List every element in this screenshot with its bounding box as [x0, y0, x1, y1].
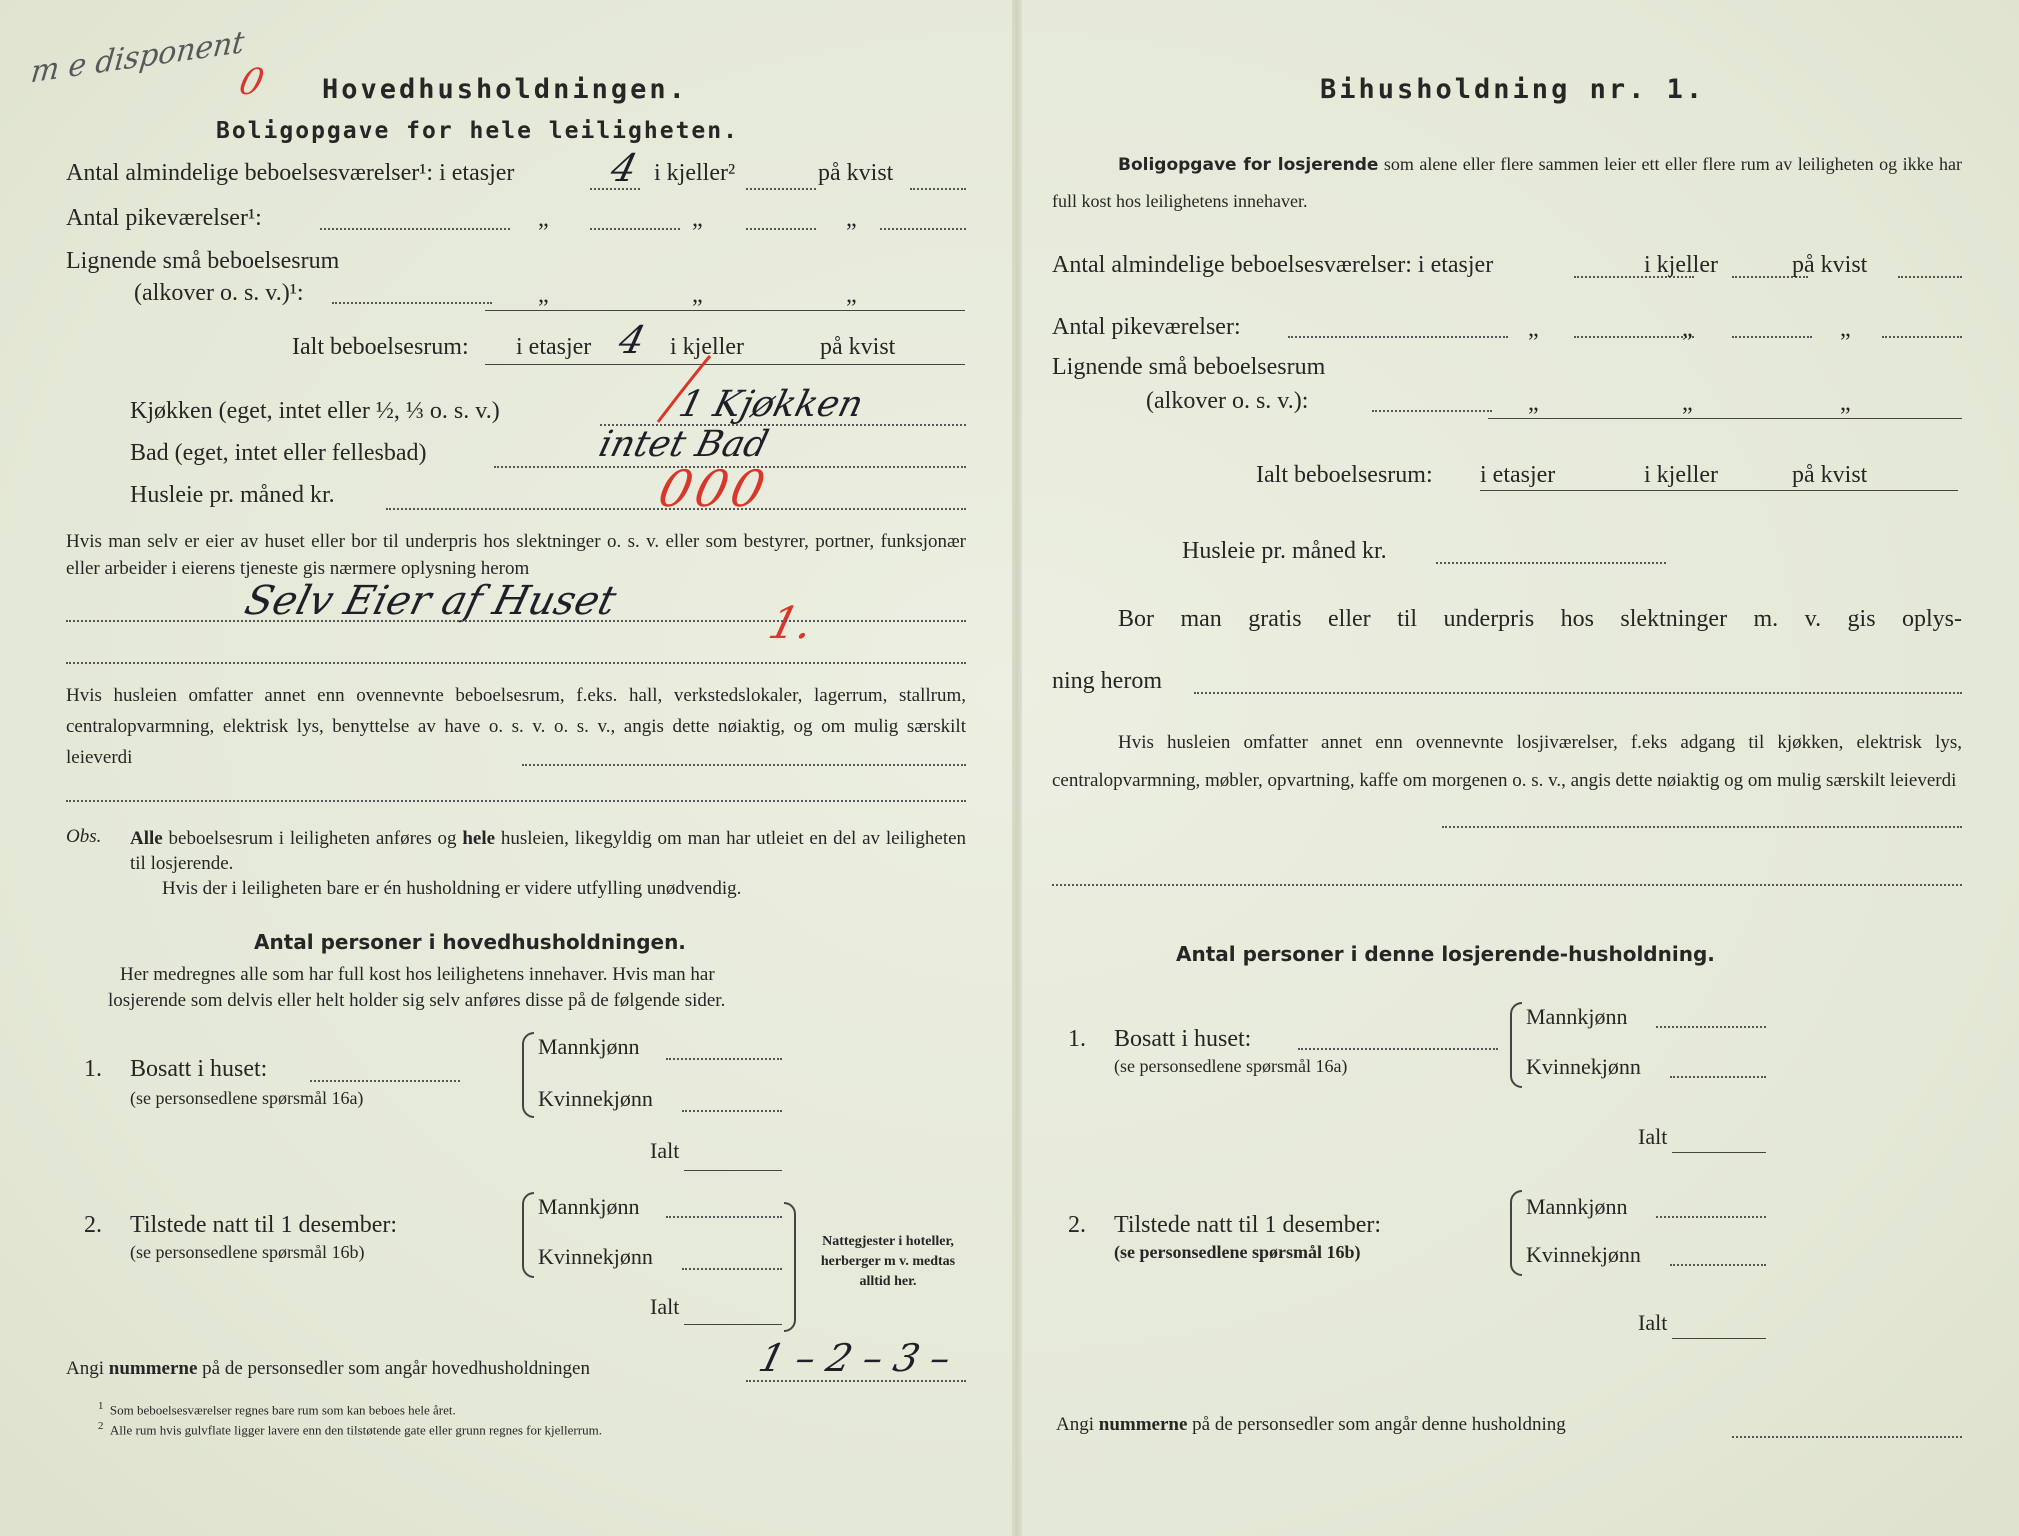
obs-text-3: Hvis der i leiligheten bare er én husholdning er videre utfylling unødvendig.: [162, 878, 742, 899]
pike-etasjer-line[interactable]: [590, 228, 680, 230]
right-item1-mann-line[interactable]: [1656, 1026, 1766, 1028]
obs-hele: hele: [462, 828, 496, 849]
left-item1-mann-line[interactable]: [666, 1058, 782, 1060]
left-item1-leader: [310, 1080, 460, 1082]
right-angi-prefix: Angi: [1056, 1414, 1094, 1435]
left-item1-sub: (se personsedlene spørsmål 16a): [130, 1088, 364, 1108]
right-intro-text: som alene eller flere sammen leier ett eller flere rum av leiligheten og ikke har full kost hos leilighetens innehaver.: [1052, 154, 1962, 211]
right-husleien-paragraph: [1052, 724, 1962, 800]
ialt-i-kjeller-label: i kjeller: [670, 334, 744, 360]
left-page: [29, 0, 975, 1536]
pike-label: Antal pikeværelser¹:: [66, 205, 262, 231]
right-husleie-line[interactable]: [1436, 562, 1666, 564]
right-item1-ialt: Ialt: [1638, 1124, 1668, 1149]
left-item1-mann: Mannkjønn: [538, 1034, 640, 1059]
left-item1-num: 1.: [84, 1056, 102, 1082]
right-lignende-leader: [1372, 410, 1492, 412]
etasjer-value: 4: [606, 146, 642, 190]
ditto-5: „: [692, 282, 703, 308]
right-item1-label: Bosatt i huset:: [1114, 1026, 1252, 1052]
persons-title: Antal personer i hovedhusholdningen.: [254, 930, 686, 954]
left-item1-label: Bosatt i huset:: [130, 1056, 268, 1082]
right-item2-brace: [1510, 1190, 1522, 1276]
right-gratis-line[interactable]: [1194, 692, 1962, 694]
natt-note: Nattegjester i hoteller, herberger m v. medtas alltid her.: [820, 1234, 956, 1289]
ditto-6: „: [846, 282, 857, 308]
left-item1-ialt: Ialt: [650, 1138, 680, 1163]
right-ditto-3: „: [1840, 316, 1851, 342]
lignende-label-2: (alkover o. s. v.)¹:: [134, 280, 304, 306]
left-item2-label: Tilstede natt til 1 desember:: [130, 1212, 398, 1238]
footnote-2: [98, 1420, 602, 1438]
eier-red-mark: 1.: [763, 598, 819, 649]
right-ialt-i-kjeller: i kjeller: [1644, 462, 1718, 488]
right-angi-line: [1056, 1414, 1566, 1436]
right-kvist-line[interactable]: [1898, 276, 1962, 278]
right-item1-sub: (se personsedlene spørsmål 16a): [1114, 1056, 1348, 1076]
persons-desc-1: Her medregnes alle som har full kost hos leilighetens innehaver. Hvis man har: [120, 964, 715, 985]
footnote-1: [98, 1400, 456, 1418]
right-intro-bold: Boligopgave for losjerende: [1118, 155, 1379, 175]
right-page: [1052, 0, 1962, 1536]
left-item2-brace-right: [784, 1202, 796, 1332]
leieverdi-line-2[interactable]: [66, 800, 966, 802]
i-kjeller-label: i kjeller²: [654, 160, 736, 186]
paa-kvist-label: på kvist: [818, 160, 894, 186]
right-pike-kjeller-line[interactable]: [1732, 336, 1812, 338]
right-item1-leader: [1298, 1048, 1498, 1050]
left-item1-ialt-line[interactable]: [684, 1170, 782, 1171]
left-item1-kvinne: Kvinnekjønn: [538, 1086, 653, 1111]
ditto-4: „: [538, 282, 549, 308]
right-ialt-label: Ialt beboelsesrum:: [1256, 462, 1433, 488]
ialt-beboelsesrum-label: Ialt beboelsesrum:: [292, 334, 469, 360]
footnote-1-mark: 1: [98, 1400, 104, 1412]
footnote-2-text: Alle rum hvis gulvflate ligger lavere enn den tilstøtende gate eller grunn regnes for kjellerrum.: [109, 1422, 602, 1438]
left-angi-value: 1 – 2 – 3 –: [754, 1336, 956, 1380]
right-persons-title: Antal personer i denne losjerende-husholdning.: [1176, 942, 1715, 966]
right-intro: [1052, 146, 1962, 219]
left-item1-kvinne-line[interactable]: [682, 1110, 782, 1112]
left-item2-ialt: Ialt: [650, 1294, 680, 1319]
left-item2-brace: [522, 1192, 534, 1278]
kjokken-value: 1 Kjøkken: [674, 384, 868, 425]
right-ditto-1: „: [1528, 316, 1539, 342]
right-angi-bold: nummerne: [1098, 1414, 1188, 1435]
right-ialt-i-etasjer: i etasjer: [1480, 462, 1556, 488]
obs-paragraph: [130, 826, 966, 876]
right-pike-kvist-line[interactable]: [1882, 336, 1962, 338]
right-item2-num: 2.: [1068, 1212, 1086, 1238]
bad-value: intet Bad: [594, 424, 773, 465]
right-item2-label: Tilstede natt til 1 desember:: [1114, 1212, 1382, 1238]
right-item2-mann-line[interactable]: [1656, 1216, 1766, 1218]
right-item2-kvinne: Kvinnekjønn: [1526, 1242, 1641, 1267]
page-fold: [1012, 0, 1022, 1536]
right-ialt-rule: [1480, 490, 1958, 491]
right-pike-etasjer-line[interactable]: [1574, 336, 1694, 338]
lignende-label-1: Lignende små beboelsesrum: [66, 248, 340, 274]
left-item2-kvinne: Kvinnekjønn: [538, 1244, 653, 1269]
right-ditto-5: „: [1682, 390, 1693, 416]
bad-label: Bad (eget, intet eller fellesbad): [130, 440, 427, 466]
left-item2-kvinne-line[interactable]: [682, 1268, 782, 1270]
left-item2-ialt-line[interactable]: [684, 1324, 782, 1325]
obs-text-2: husleien, likegyldig om man har utleiet en del av leiligheten til losjerende.: [130, 828, 967, 874]
footnote-2-mark: 2: [98, 1420, 104, 1432]
eier-line-2[interactable]: [66, 662, 966, 664]
ialt-i-etasjer-label: i etasjer: [516, 334, 592, 360]
right-item2-ialt: Ialt: [1638, 1310, 1668, 1335]
left-item2-mann-line[interactable]: [666, 1216, 782, 1218]
right-item1-kvinne-line[interactable]: [1670, 1076, 1766, 1078]
right-lignende-rule: [1488, 418, 1962, 419]
right-item1-num: 1.: [1068, 1026, 1086, 1052]
persons-desc-2: losjerende som delvis eller helt holder sig selv anføres disse på de følgende sider.: [108, 990, 726, 1011]
obs-label: Obs.: [66, 826, 102, 847]
eier-value: Selv Eier af Huset: [240, 578, 621, 624]
right-leieverdi-line-1[interactable]: [1442, 826, 1962, 828]
almindelige-label: Antal almindelige beboelsesværelser¹: i etasjer: [66, 160, 515, 186]
right-husleie-label: Husleie pr. måned kr.: [1182, 538, 1387, 564]
right-item1-kvinne: Kvinnekjønn: [1526, 1054, 1641, 1079]
ditto-1: „: [538, 206, 549, 232]
right-item2-kvinne-line[interactable]: [1670, 1264, 1766, 1266]
left-item2-mann: Mannkjønn: [538, 1194, 640, 1219]
right-item1-mann: Mannkjønn: [1526, 1004, 1628, 1029]
pike-kjeller-line[interactable]: [746, 228, 816, 230]
left-item2-sub: (se personsedlene spørsmål 16b): [130, 1242, 365, 1262]
husleien-paragraph: Hvis husleien omfatter annet enn ovennevnte beboelsesrum, f.eks. hall, verkstedslokaler, lagerrum, stallrum, centralopvarmning, elektrisk lys, benyttelse av have o. s. v. o. s. v., angis dette nøiaktig, og om mulig særskilt leieverdi: [66, 685, 966, 768]
right-gratis-1: Bor man gratis eller til underpris hos slektninger m. v. gis oplys-: [1118, 606, 1962, 632]
lignende-rule: [485, 310, 965, 311]
ialt-paa-kvist-label: på kvist: [820, 334, 896, 360]
right-lignende-2: (alkover o. s. v.):: [1146, 388, 1309, 414]
right-leieverdi-line-2[interactable]: [1052, 884, 1962, 886]
right-title: Bihusholdning nr. 1.: [1320, 74, 1706, 105]
right-paa-kvist-label: på kvist: [1792, 252, 1868, 278]
left-item1-brace: [522, 1032, 534, 1118]
ditto-2: „: [692, 206, 703, 232]
right-almindelige-label: Antal almindelige beboelsesværelser: i etasjer: [1052, 252, 1494, 278]
right-item1-brace: [1510, 1002, 1522, 1088]
eier-paragraph: Hvis man selv er eier av huset eller bor til underpris hos slektninger o. s. v. eller som bestyrer, portner, funksjonær eller arbeider i eierens tjeneste gis nærmere oplysning herom: [66, 531, 966, 579]
eier-line-1[interactable]: [66, 620, 966, 622]
obs-text-1: beboelsesrum i leiligheten anføres og: [168, 828, 457, 849]
right-lignende-1: Lignende små beboelsesrum: [1052, 354, 1326, 380]
right-ditto-4: „: [1528, 390, 1539, 416]
right-item2-mann: Mannkjønn: [1526, 1194, 1628, 1219]
kjeller-field-line[interactable]: [746, 188, 816, 190]
red-mark-top: 0: [234, 62, 269, 103]
right-ialt-paa-kvist: på kvist: [1792, 462, 1868, 488]
left-angi-bold: nummerne: [108, 1358, 198, 1379]
husleie-value: 000: [652, 460, 775, 518]
right-ditto-6: „: [1840, 390, 1851, 416]
page-title: Hovedhusholdningen.: [322, 74, 688, 105]
left-angi-field-line[interactable]: [746, 1380, 966, 1382]
right-gratis-2: ning herom: [1052, 668, 1162, 694]
margin-note: m e disponent: [29, 24, 247, 91]
ialt-etasjer-value: 4: [614, 318, 650, 362]
ditto-3: „: [846, 206, 857, 232]
pike-leader: [320, 228, 510, 230]
right-pike-leader: [1288, 336, 1508, 338]
page-subtitle: Boligopgave for hele leiligheten.: [216, 118, 739, 144]
husleie-label: Husleie pr. måned kr.: [130, 482, 335, 508]
lignende-leader: [332, 302, 492, 304]
left-angi-prefix: Angi: [66, 1358, 104, 1379]
left-item2-num: 2.: [84, 1212, 102, 1238]
right-item2-ialt-line[interactable]: [1672, 1338, 1766, 1339]
right-angi-field-line[interactable]: [1732, 1436, 1962, 1438]
right-angi-suffix: på de personsedler som angår denne husholdning: [1192, 1414, 1566, 1435]
kjokken-label: Kjøkken (eget, intet eller ½, ⅓ o. s. v.): [130, 398, 500, 424]
right-husleien-text: Hvis husleien omfatter annet enn ovennevnte losjiværelser, f.eks adgang til kjøkken, elektrisk lys, centralopvarmning, møbler, opvartning, kaffe om morgenen o. s. v., angis dette nøiaktig og om mulig særskilt leieverdi: [1052, 732, 1962, 791]
right-ditto-2: „: [1682, 316, 1693, 342]
left-angi-line: [66, 1358, 590, 1380]
leieverdi-line-1[interactable]: [522, 764, 966, 766]
ialt-rule: [485, 364, 965, 365]
right-i-kjeller-label: i kjeller: [1644, 252, 1718, 278]
obs-alle: Alle: [130, 828, 163, 849]
right-item2-sub: (se personsedlene spørsmål 16b): [1114, 1242, 1361, 1262]
right-pike-label: Antal pikeværelser:: [1052, 314, 1241, 340]
footnote-1-text: Som beboelsesværelser regnes bare rum som kan beboes hele året.: [109, 1402, 456, 1418]
left-angi-suffix: på de personsedler som angår hovedhusholdningen: [202, 1358, 590, 1379]
pike-kvist-line[interactable]: [880, 228, 966, 230]
right-item1-ialt-line[interactable]: [1672, 1152, 1766, 1153]
kvist-field-line[interactable]: [910, 188, 966, 190]
